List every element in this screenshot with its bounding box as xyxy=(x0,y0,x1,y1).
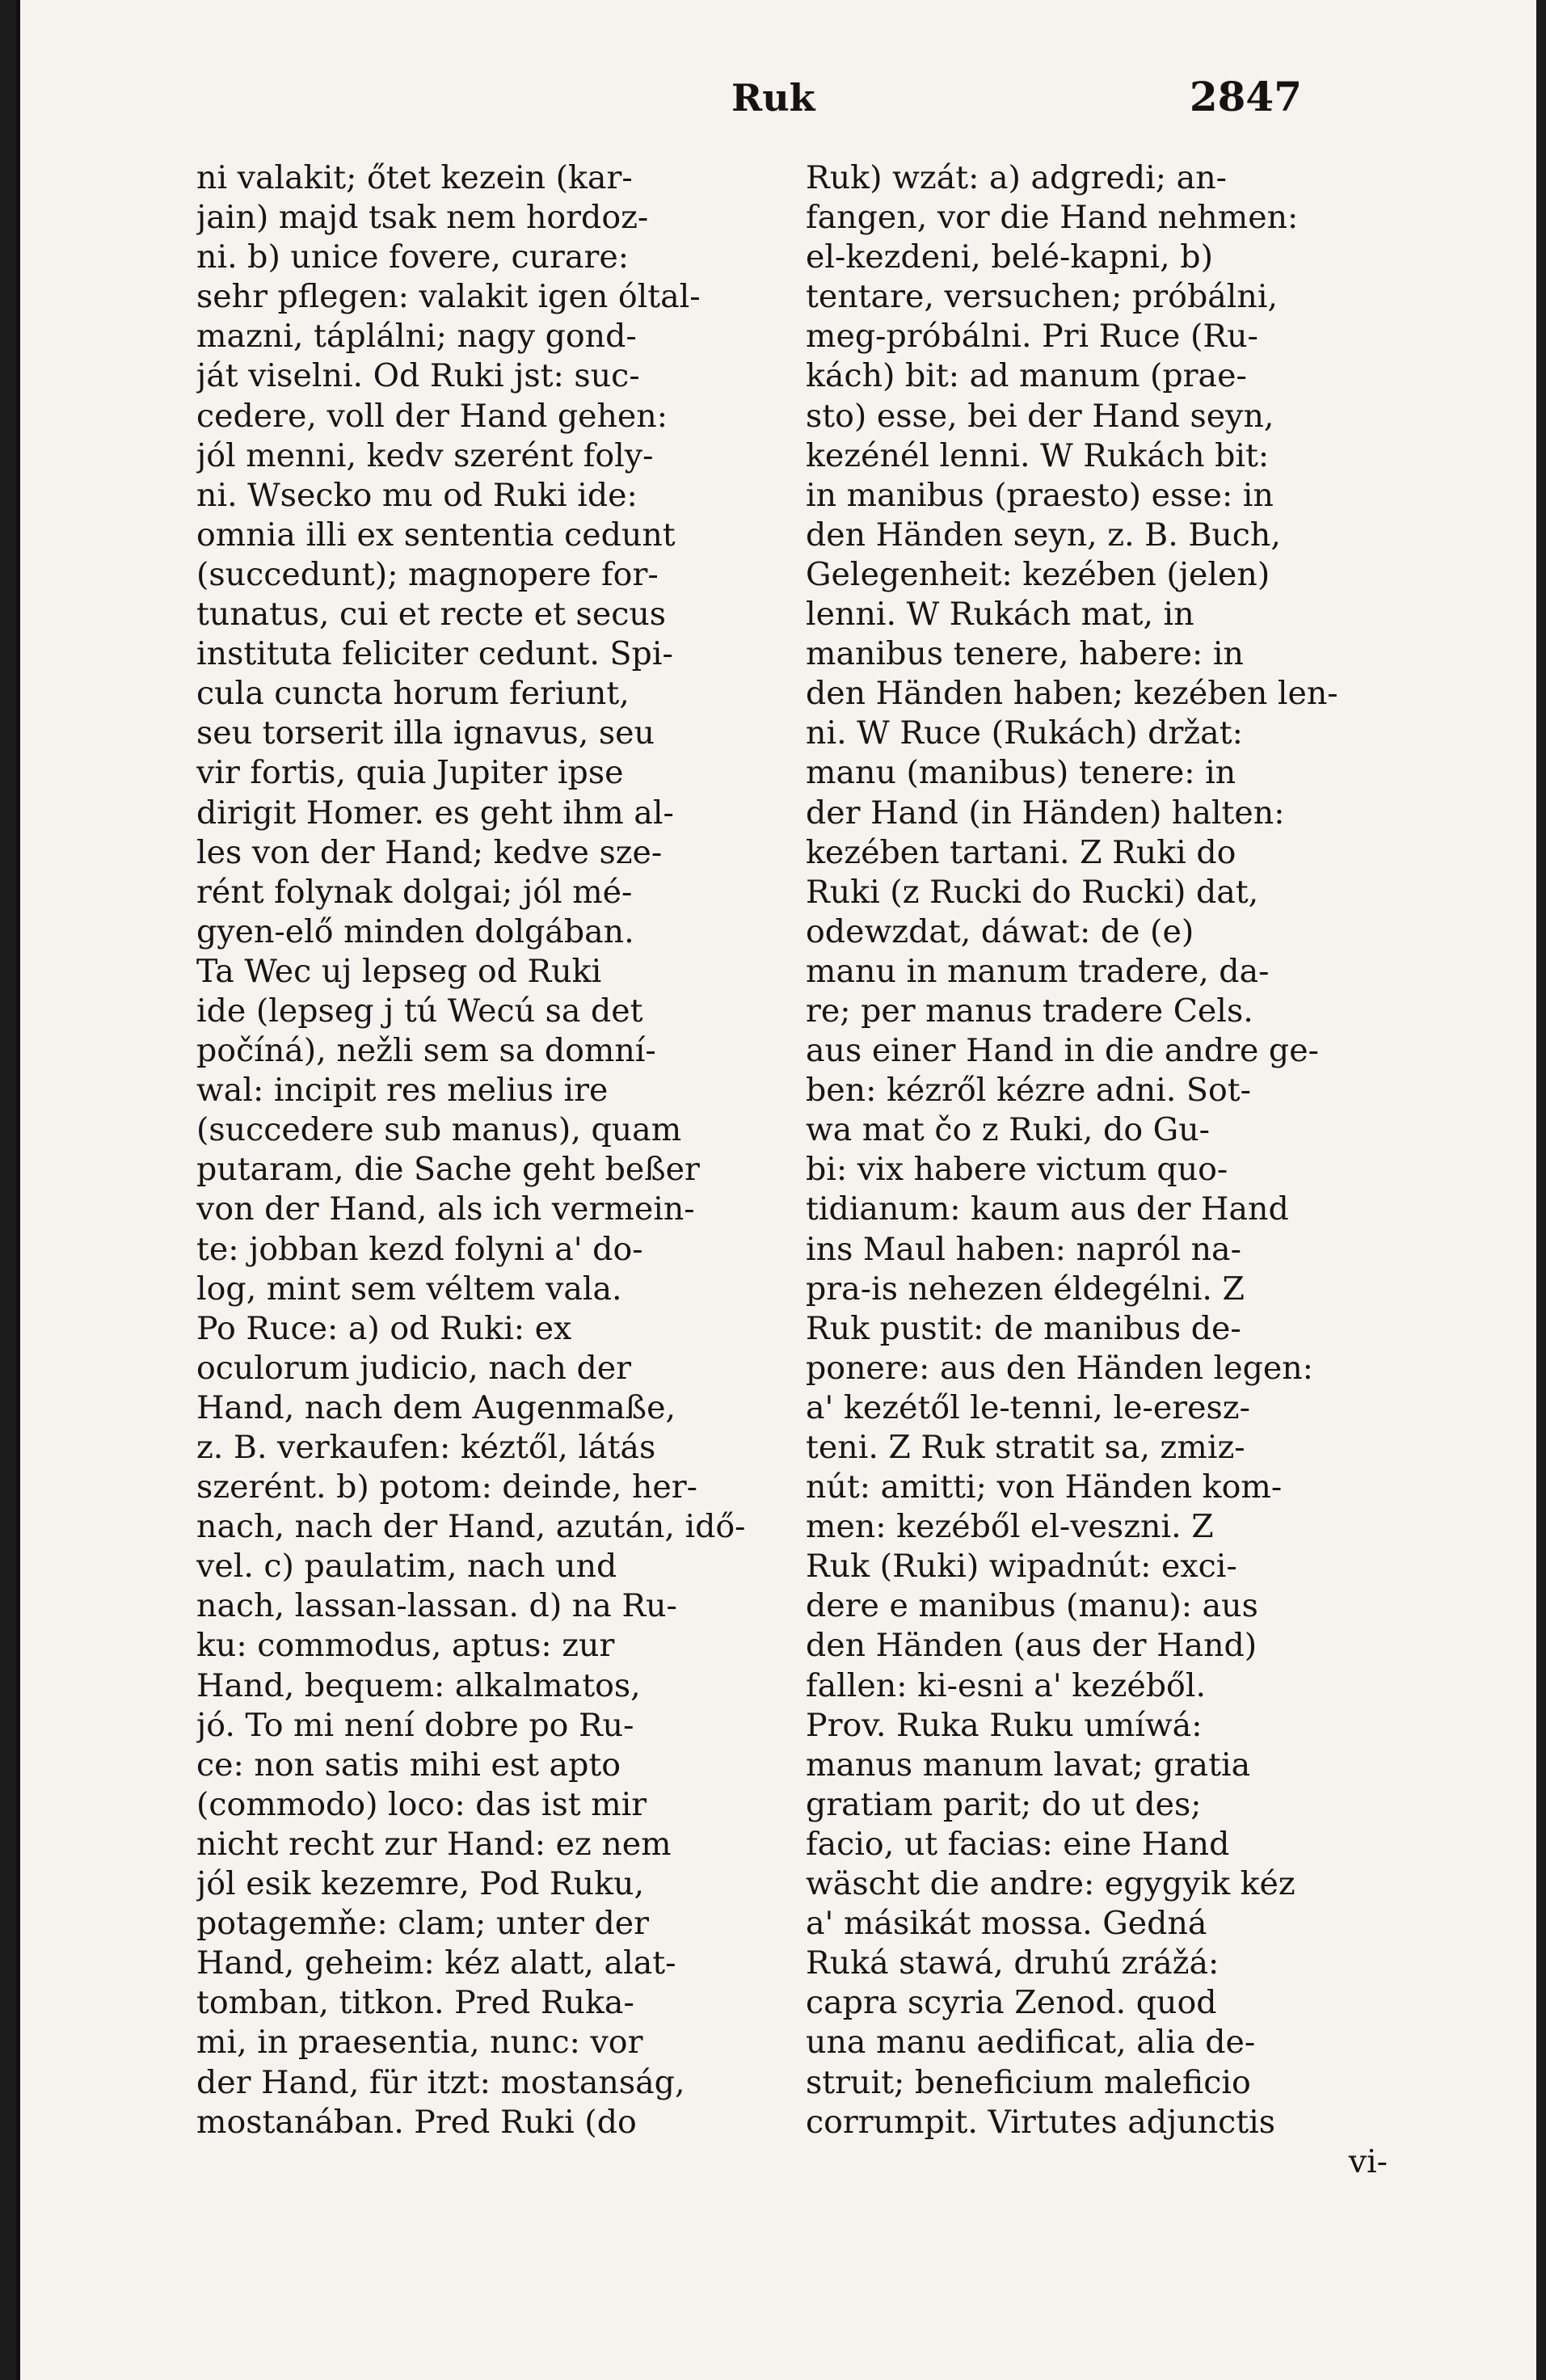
text-line: corrumpit. Virtutes adjunctis xyxy=(806,2103,1276,2141)
text-line: gyen-elő minden dolgában. xyxy=(196,912,634,950)
text-line: lenni. W Rukách mat, in xyxy=(806,596,1194,634)
text-line: teni. Z Ruk stratit sa, zmiz- xyxy=(806,1429,1245,1466)
text-line: tidianum: kaum aus der Hand xyxy=(806,1190,1289,1228)
text-line: bi: vix habere victum quo- xyxy=(806,1151,1228,1189)
text-line: počíná), nežli sem sa domní- xyxy=(196,1032,656,1070)
text-line: wäscht die andre: egygyik kéz xyxy=(806,1865,1295,1903)
text-line: struit; beneficium maleficio xyxy=(806,2063,1251,2101)
text-line: z. B. verkaufen: kéztől, látás xyxy=(196,1429,656,1466)
text-line: Hand, geheim: kéz alatt, alat- xyxy=(196,1944,676,1982)
text-line: den Händen (aus der Hand) xyxy=(806,1627,1257,1665)
text-line: omnia illi ex sententia cedunt xyxy=(196,516,676,554)
text-line: (succedere sub manus), quam xyxy=(196,1111,682,1149)
text-line: mostanában. Pred Ruki (do xyxy=(196,2103,637,2141)
text-line: kezében tartani. Z Ruki do xyxy=(806,833,1236,871)
text-line: Ruká stawá, druhú zrážá: xyxy=(806,1944,1220,1982)
text-line: ni. b) unice fovere, curare: xyxy=(196,238,630,276)
text-line: potagemňe: clam; unter der xyxy=(196,1905,650,1943)
text-line: Ta Wec uj lepseg od Ruki xyxy=(196,952,602,990)
text-line: manus manum lavat; gratia xyxy=(806,1746,1251,1784)
text-line: ben: kézről kézre adni. Sot- xyxy=(806,1072,1251,1110)
text-line: cula cuncta horum feriunt, xyxy=(196,675,630,713)
text-line: ins Maul haben: napról na- xyxy=(806,1230,1241,1268)
text-line: ni. Wsecko mu od Ruki ide: xyxy=(196,476,638,514)
text-line: capra scyria Zenod. quod xyxy=(806,1984,1217,2022)
text-line: den Händen seyn, z. B. Buch, xyxy=(806,516,1281,554)
text-line: kách) bit: ad manum (prae- xyxy=(806,357,1247,395)
text-line: jó. To mi není dobre po Ru- xyxy=(196,1706,634,1744)
text-line: tomban, titkon. Pred Ruka- xyxy=(196,1984,634,2022)
text-line: cedere, voll der Hand gehen: xyxy=(196,397,668,435)
text-line: szerént. b) potom: deinde, her- xyxy=(196,1468,697,1506)
text-line: wal: incipit res melius ire xyxy=(196,1072,609,1110)
text-line: ce: non satis mihi est apto xyxy=(196,1746,621,1784)
text-line: meg-próbálni. Pri Ruce (Ru- xyxy=(806,318,1258,356)
text-line: ide (lepseg j tú Wecú sa det xyxy=(196,992,643,1030)
text-line: Ruk) wzát: a) adgredi; an- xyxy=(806,159,1228,196)
text-line: ni valakit; őtet kezein (kar- xyxy=(196,159,633,196)
text-line: vi- xyxy=(1348,2142,1388,2180)
text-line: der Hand (in Händen) halten: xyxy=(806,794,1285,832)
text-line: Gelegenheit: kezében (jelen) xyxy=(806,555,1270,593)
page-number: 2847 xyxy=(1189,73,1302,120)
text-line: dirigit Homer. es geht ihm al- xyxy=(196,794,674,832)
text-line: Prov. Ruka Ruku umíwá: xyxy=(806,1706,1203,1744)
text-line: log, mint sem véltem vala. xyxy=(196,1270,622,1308)
text-line: a' kezétől le-tenni, le-eresz- xyxy=(806,1388,1250,1426)
text-line: jain) majd tsak nem hordoz- xyxy=(196,199,649,237)
left-column xyxy=(196,158,778,2324)
text-line: nicht recht zur Hand: ez nem xyxy=(196,1825,672,1863)
text-line: ni. W Ruce (Rukách) držat: xyxy=(806,714,1243,752)
running-head: Ruk xyxy=(731,76,815,120)
text-line: manu in manum tradere, da- xyxy=(806,952,1270,990)
text-line: fangen, vor die Hand nehmen: xyxy=(806,199,1299,237)
text-line: a' másikát mossa. Gedná xyxy=(806,1905,1207,1943)
text-line: sehr pflegen: valakit igen óltal- xyxy=(196,278,701,316)
text-line: facio, ut facias: eine Hand xyxy=(806,1825,1230,1863)
text-line: mi, in praesentia, nunc: vor xyxy=(196,2024,643,2062)
text-line: mazni, táplálni; nagy gond- xyxy=(196,318,637,356)
text-line: wa mat čo z Ruki, do Gu- xyxy=(806,1111,1210,1149)
text-line: manibus tenere, habere: in xyxy=(806,635,1244,673)
text-line: jól esik kezemre, Pod Ruku, xyxy=(196,1865,645,1903)
text-line: kezénél lenni. W Rukách bit: xyxy=(806,436,1270,474)
text-line: vel. c) paulatim, nach und xyxy=(196,1548,617,1586)
text-line: sto) esse, bei der Hand seyn, xyxy=(806,397,1274,435)
text-line: Ruk pustit: de manibus de- xyxy=(806,1309,1241,1347)
text-line: gratiam parit; do ut des; xyxy=(806,1785,1202,1823)
text-line: seu torserit illa ignavus, seu xyxy=(196,714,655,752)
text-line: ját viselni. Od Ruki jst: suc- xyxy=(196,357,640,395)
text-line: von der Hand, als ich vermein- xyxy=(196,1190,695,1228)
text-line: te: jobban kezd folyni a' do- xyxy=(196,1230,643,1268)
text-line: aus einer Hand in die andre ge- xyxy=(806,1032,1319,1070)
text-line: odewzdat, dáwat: de (e) xyxy=(806,912,1194,950)
text-line: Ruk (Ruki) wipadnút: exci- xyxy=(806,1548,1237,1586)
text-line: nút: amitti; von Händen kom- xyxy=(806,1468,1283,1506)
text-line: oculorum judicio, nach der xyxy=(196,1349,631,1387)
text-line: nach, nach der Hand, azután, idő- xyxy=(196,1508,746,1546)
text-line: pra-is nehezen éldegélni. Z xyxy=(806,1270,1245,1308)
text-line: tunatus, cui et recte et secus xyxy=(196,596,667,634)
text-line: re; per manus tradere Cels. xyxy=(806,992,1253,1030)
text-line: jól menni, kedv szerént foly- xyxy=(196,436,654,474)
right-column xyxy=(806,158,1388,2324)
text-line: vir fortis, quia Jupiter ipse xyxy=(196,754,624,792)
text-line: der Hand, für itzt: mostanság, xyxy=(196,2063,685,2101)
text-line: in manibus (praesto) esse: in xyxy=(806,476,1274,514)
text-line: Ruki (z Rucki do Rucki) dat, xyxy=(806,873,1259,911)
text-line: Hand, bequem: alkalmatos, xyxy=(196,1666,641,1704)
text-line: putaram, die Sache geht beßer xyxy=(196,1151,700,1189)
text-line: nach, lassan-lassan. d) na Ru- xyxy=(196,1587,677,1625)
text-line: ponere: aus den Händen legen: xyxy=(806,1349,1313,1387)
text-line: fallen: ki-esni a' kezéből. xyxy=(806,1666,1207,1704)
text-line: (succedunt); magnopere for- xyxy=(196,555,659,593)
text-line: dere e manibus (manu): aus xyxy=(806,1587,1258,1625)
text-line: (commodo) loco: das ist mir xyxy=(196,1785,647,1823)
text-line: instituta feliciter cedunt. Spi- xyxy=(196,635,673,673)
text-line: manu (manibus) tenere: in xyxy=(806,754,1236,792)
page-header xyxy=(20,70,1536,134)
text-line: les von der Hand; kedve sze- xyxy=(196,833,663,871)
text-line: den Händen haben; kezében len- xyxy=(806,675,1338,713)
text-line: men: kezéből el-veszni. Z xyxy=(806,1508,1214,1546)
text-line: ku: commodus, aptus: zur xyxy=(196,1627,615,1665)
text-line: Hand, nach dem Augenmaße, xyxy=(196,1388,676,1426)
text-line: tentare, versuchen; próbálni, xyxy=(806,278,1279,316)
text-line: el-kezdeni, belé-kapni, b) xyxy=(806,238,1213,276)
text-line: una manu aedificat, alia de- xyxy=(806,2024,1256,2062)
text-line: Po Ruce: a) od Ruki: ex xyxy=(196,1309,572,1347)
text-line: rént folynak dolgai; jól mé- xyxy=(196,873,633,911)
book-page xyxy=(16,0,1536,2380)
